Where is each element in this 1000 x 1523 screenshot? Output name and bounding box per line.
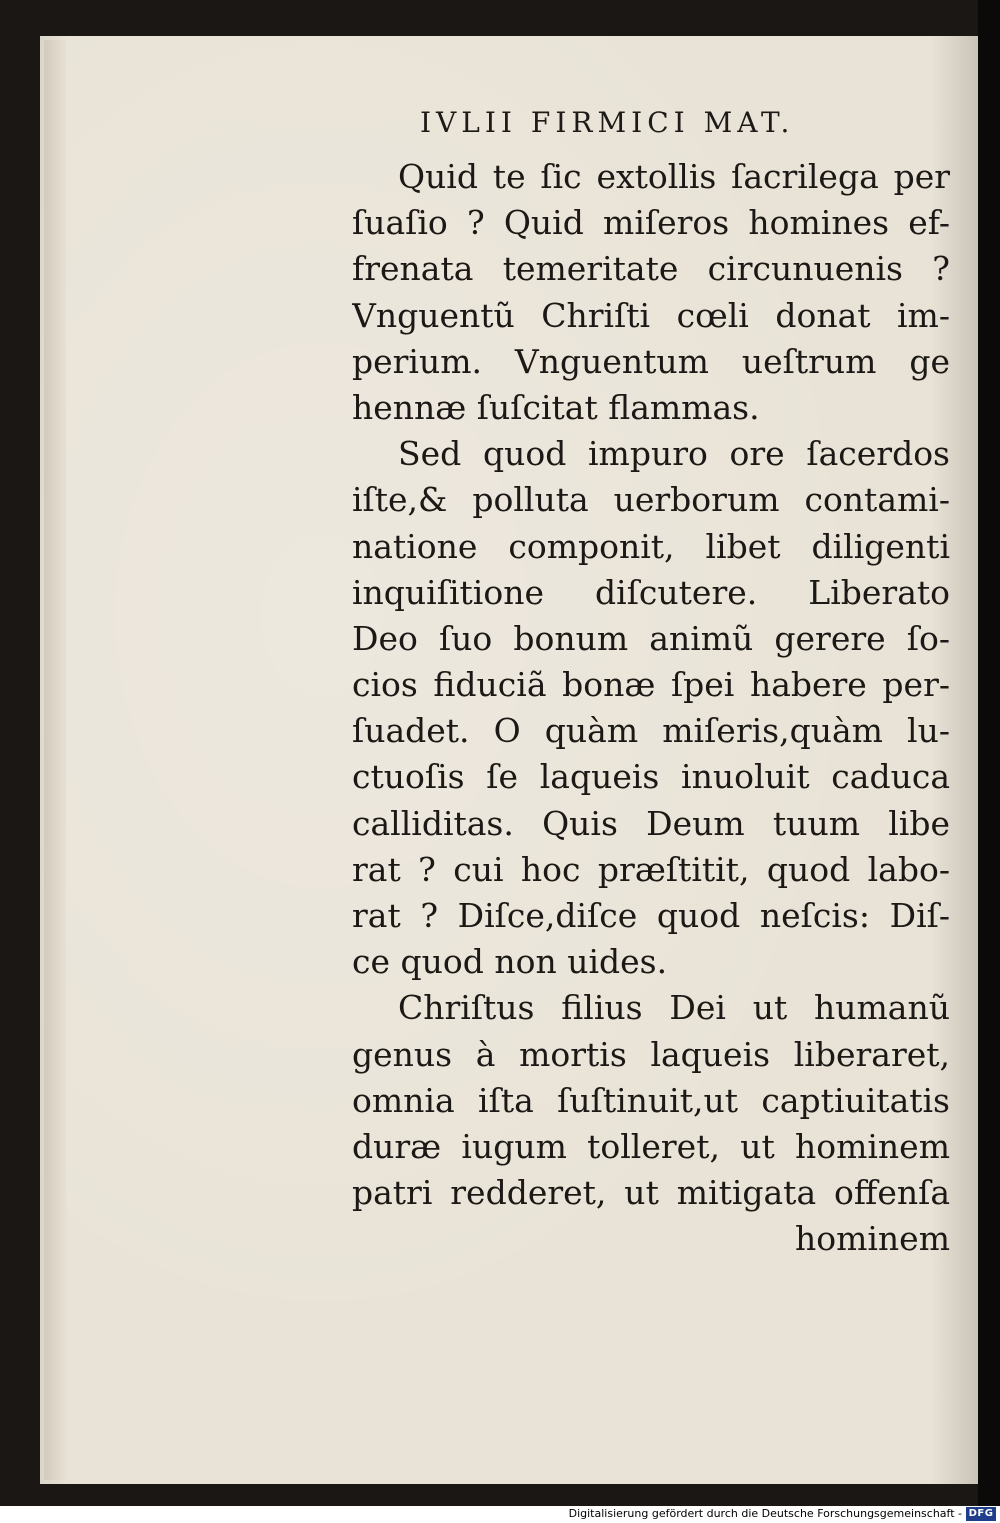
text-line: frenata temeritate circunuenis ?: [352, 249, 950, 289]
text-line: ctuoſis ſe laqueis inuoluit caduca: [352, 757, 950, 797]
funding-credit: Digitalisierung gefördert durch die Deutsche Forschungsgemeinschaft -: [568, 1507, 962, 1520]
text-line: Chriſtus filius Dei ut humanũ: [398, 988, 950, 1028]
page-edge: [44, 40, 66, 1480]
text-line: Sed quod impuro ore ſacerdos: [398, 434, 950, 474]
text-line: Quid te ſic extollis ſacrilega per: [398, 157, 950, 196]
text-line: omnia iſta ſuſtinuit,ut captiuitatis: [352, 1080, 950, 1120]
text-line: Deo ſuo bonum animũ gerere ſo-: [352, 618, 950, 658]
text-line: natione componit, libet diligenti: [352, 526, 950, 566]
text-line: ſuadet. O quàm miſeris,quàm lu-: [352, 711, 950, 751]
text-line: ſuaſio ? Quid miſeros homines ef-: [352, 203, 950, 243]
text-line: patri redderet, ut mitigata offenſa: [352, 1173, 950, 1213]
text-line: Vnguentũ Chriſti cœli donat im-: [352, 295, 950, 335]
footer-bar: [0, 1506, 1000, 1523]
text-line: rat ? cui hoc præſtitit, quod labo-: [352, 849, 950, 889]
text-line: hennæ ſuſcitat flammas.: [352, 387, 760, 427]
dfg-logo-icon: DFG: [966, 1507, 996, 1521]
catchword: hominem: [794, 1219, 950, 1259]
body-text: [352, 154, 950, 1263]
book-spine: [978, 0, 1000, 1506]
text-line: rat ? Diſce,diſce quod neſcis: Diſ-: [352, 896, 950, 935]
text-line: calliditas. Quis Deum tuum libe: [352, 803, 950, 843]
text-line: inquiſitione diſcutere. Liberato: [352, 572, 950, 612]
text-line: duræ iugum tolleret, ut hominem: [352, 1126, 950, 1166]
text-line: genus à mortis laqueis liberaret,: [352, 1034, 950, 1074]
running-head: IVLII FIRMICI MAT.: [420, 106, 795, 139]
text-line: perium. Vnguentum ueſtrum ge: [352, 341, 950, 381]
text-line: ce quod non uides.: [352, 942, 668, 982]
text-line: cios fiduciã bonæ ſpei habere per-: [352, 665, 950, 705]
text-line: iſte,& polluta uerborum contami-: [352, 480, 950, 520]
